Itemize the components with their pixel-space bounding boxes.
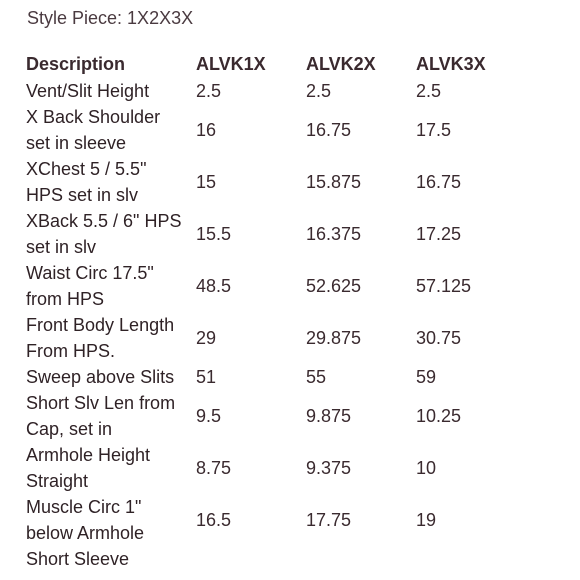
column-header-alvk3x: ALVK3X <box>416 53 486 74</box>
row-description <box>26 104 196 156</box>
value-cell: 29.875 <box>306 327 362 348</box>
value-cell: 17.5 <box>416 119 452 140</box>
table-row <box>26 364 556 390</box>
value-cell: 8.75 <box>196 457 232 478</box>
description-line: Sweep above Slits <box>26 367 175 387</box>
value-cell: 2.5 <box>416 80 442 101</box>
table-row <box>26 494 556 546</box>
value-cell: 17.25 <box>416 223 462 244</box>
description-line: XChest 5 / 5.5" <box>26 159 147 179</box>
value-cell: 9.5 <box>196 405 222 426</box>
description-line: X Back Shoulder <box>26 107 161 127</box>
value-cell: 16.375 <box>306 223 362 244</box>
column-header-alvk2x: ALVK2X <box>306 53 376 74</box>
table-row <box>26 546 556 572</box>
description-line: Muscle Circ 1" <box>26 497 142 517</box>
value-cell: 57.125 <box>416 275 472 296</box>
description-line: set in slv <box>26 237 97 257</box>
row-description <box>26 78 196 104</box>
value-cell <box>306 546 416 572</box>
description-line: XBack 5.5 / 6" HPS <box>26 211 182 231</box>
spec-table <box>26 50 556 572</box>
row-description <box>26 208 196 260</box>
description-line: set in sleeve <box>26 133 127 153</box>
table-row <box>26 104 556 156</box>
row-description <box>26 260 196 312</box>
description-line: Vent/Slit Height <box>26 81 150 101</box>
value-cell: 51 <box>196 366 217 387</box>
description-line: Waist Circ 17.5" <box>26 263 154 283</box>
value-cell: 55 <box>306 366 327 387</box>
value-cell: 2.5 <box>306 80 332 101</box>
description-line: From HPS. <box>26 341 116 361</box>
description-line: Cap, set in <box>26 419 113 439</box>
value-cell: 15.5 <box>196 223 232 244</box>
value-cell: 59 <box>416 366 437 387</box>
row-description <box>26 312 196 364</box>
value-cell: 15.875 <box>306 171 362 192</box>
value-cell: 29 <box>196 327 217 348</box>
value-cell: 9.375 <box>306 457 352 478</box>
row-description <box>26 442 196 494</box>
value-cell: 16 <box>196 119 217 140</box>
value-cell: 2.5 <box>196 80 222 101</box>
description-line: below Armhole <box>26 523 145 543</box>
row-description <box>26 546 196 572</box>
value-cell: 10 <box>416 457 437 478</box>
description-line: Armhole Height <box>26 445 151 465</box>
value-cell: 16.75 <box>306 119 352 140</box>
description-line: Front Body Length <box>26 315 175 335</box>
value-cell: 17.75 <box>306 509 352 530</box>
table-header-row <box>26 50 556 78</box>
table-row <box>26 78 556 104</box>
description-line: Straight <box>26 471 89 491</box>
table-row <box>26 156 556 208</box>
table-row <box>26 260 556 312</box>
value-cell: 16.75 <box>416 171 462 192</box>
value-cell: 16.5 <box>196 509 232 530</box>
value-cell: 10.25 <box>416 405 462 426</box>
table-row <box>26 442 556 494</box>
style-piece-label: Style Piece: 1X2X3X <box>27 8 194 28</box>
table-row <box>26 390 556 442</box>
description-line: from HPS <box>26 289 105 309</box>
row-description <box>26 494 196 546</box>
value-cell: 30.75 <box>416 327 462 348</box>
column-header-alvk1x: ALVK1X <box>196 53 266 74</box>
row-description <box>26 390 196 442</box>
value-cell <box>416 546 556 572</box>
description-line: Short Sleeve <box>26 549 130 569</box>
value-cell: 15 <box>196 171 217 192</box>
value-cell <box>196 546 306 572</box>
value-cell: 48.5 <box>196 275 232 296</box>
table-row <box>26 312 556 364</box>
description-line: Short Slv Len from <box>26 393 176 413</box>
row-description <box>26 156 196 208</box>
value-cell: 9.875 <box>306 405 352 426</box>
value-cell: 19 <box>416 509 437 530</box>
description-line: HPS set in slv <box>26 185 139 205</box>
value-cell: 52.625 <box>306 275 362 296</box>
table-row <box>26 208 556 260</box>
column-header-description: Description <box>26 53 126 74</box>
row-description <box>26 364 196 390</box>
